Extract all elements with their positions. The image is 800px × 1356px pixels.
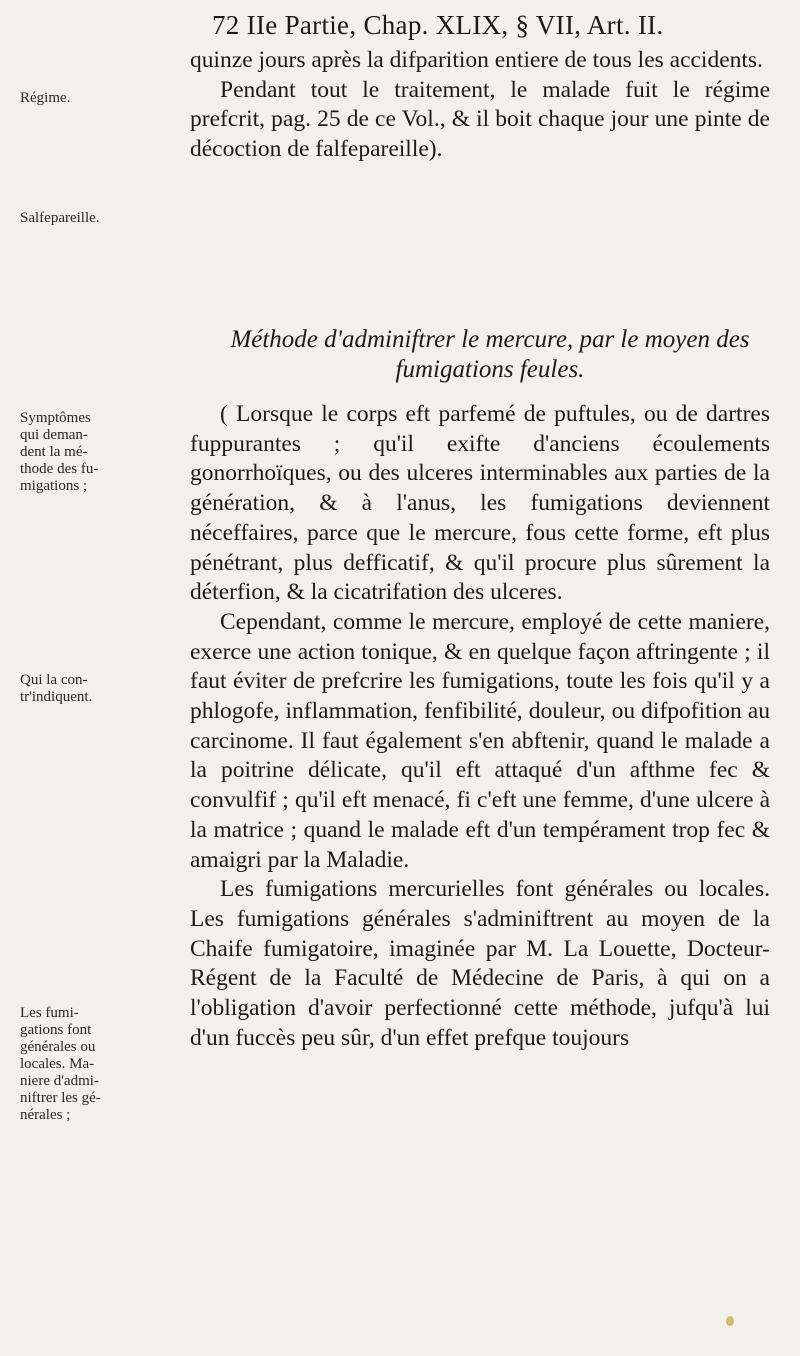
ink-stain — [726, 1316, 734, 1326]
running-header: 72 IIe Partie, Chap. XLIX, § VII, Art. II. — [212, 10, 664, 40]
paragraph-regime: Pendant tout le traitement, le malade fuit le régime prefcrit, pag. 25 de ce Vol., & il boit chaque jour une pinte de décoction de falfepareille). — [190, 76, 770, 163]
margin-note-fumigations: Les fumi- gations font générales ou locales. Ma- niere d'admi- niftrer les gé- nérales ; — [20, 1005, 101, 1123]
paragraph-fumigations: Les fumigations mercurielles font générales ou locales. Les fumigations générales s'adminiftrent au moyen de la Chaife fumigatoire, imaginée par M. La Louette, Docteur-Régent de la Faculté de Médecine de Paris, à qui on a l'obligation d'avoir perfectionné cette méthode, jufqu'à lui d'un fuccès peu sûr, d'un effet prefque toujours — [190, 876, 770, 1051]
text-block-intro — [190, 46, 770, 165]
margin-note-salfepareille: Salfepareille. — [20, 210, 100, 226]
margin-note-regime: Régime. — [20, 90, 71, 106]
paragraph-lorsque: ( Lorsque le corps eft parfemé de puftules, ou de dartres fuppurantes ; qu'il exifte d'anciens écoulements gonorrhoïques, ou des ulceres interminables aux parties de la génération, & à l'anus, les fumigations deviennent néceffaires, parce que le mercure, fous cette forme, eft plus pénétrant, plus defficatif, & qu'il procure plus sûrement la déterfion, & la cicatrifation des ulceres. — [190, 401, 770, 606]
paragraph-continuation: quinze jours après la difparition entiere de tous les accidents. — [190, 47, 763, 73]
margin-note-symptomes: Symptômes qui deman- dent la mé- thode des fu- migations ; — [20, 410, 99, 494]
margin-note-contrindiquent: Qui la con- tr'indiquent. — [20, 672, 93, 705]
section-title: Méthode d'adminiftrer le mercure, par le moyen des fumigations feules. — [230, 326, 750, 383]
text-block-main — [190, 400, 770, 1053]
paragraph-cependant: Cependant, comme le mercure, employé de cette maniere, exerce une action tonique, & en quelque façon aftringente ; il faut éviter de prefcrire les fumigations, toute les fois qu'il y a phlogofe, inflammation, fenfibilité, douleur, ou difpofition au carcinome. Il faut également s'en abftenir, quand le malade a la poitrine délicate, qu'il eft attaqué d'un afthme fec & convulfif ; qu'il eft menacé, fi c'eft une femme, d'une ulcere à la matrice ; quand le malade eft d'un tempérament trop fec & amaigri par la Maladie. — [190, 608, 770, 873]
